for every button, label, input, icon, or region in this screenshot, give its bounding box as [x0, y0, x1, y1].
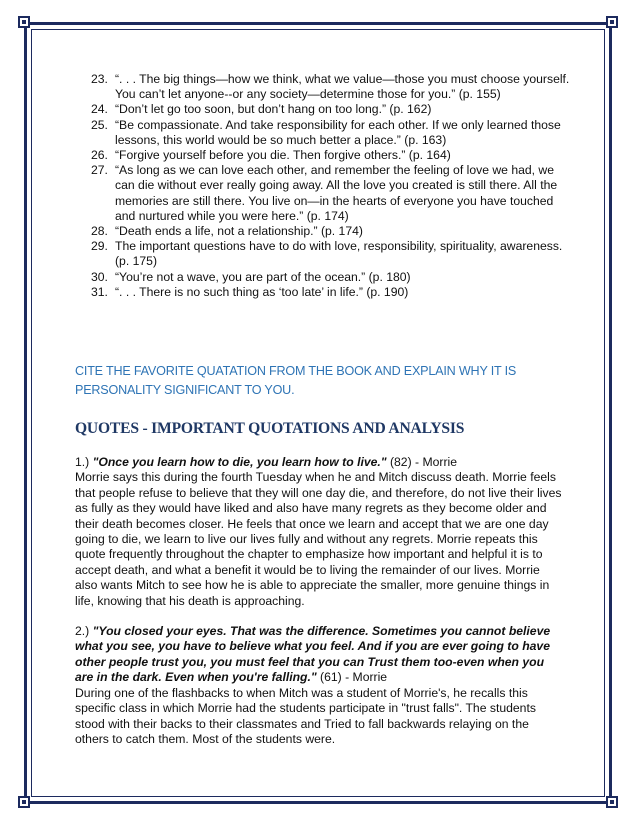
list-item: 23. “. . . The big things—how we think, what we value—those you must choose yourself. You can’t let anyone--or any society—determine those for you.” (p. 155) [91, 72, 570, 102]
quote-text: “As long as we can love each other, and remember the feeling of love we had, we can die without ever really going away. All the love you created is still there. All the memories are still there. You live on—in the hearts of everyone you have touched and nurtured while you were here.” (p. 174) [115, 163, 558, 223]
list-item: 26. “Forgive yourself before you die. Then forgive others.” (p. 164) [91, 148, 451, 163]
analysis-item [75, 624, 565, 747]
analysis-body: Morrie says this during the fourth Tuesday when he and Mitch discuss death. Morrie feels that people refuse to believe that they will one day die, and therefore, do not live their lives as fully as they would have liked and also have many regrets as they become older and their death becomes closer. He feels that once we learn and accept that we are one day going to die, we learn to live our lives fully and without any regrets. Morrie repeats this quote frequently throughout the chapter to emphasize how important and helpful it is to accept death, and what a benefit it would be to living the remainder of our lives. Morrie also wants Mitch to see how he is able to appreciate the smaller, more genuine things in life, knowing that his death is approaching. [75, 470, 562, 608]
section-heading: QUOTES - IMPORTANT QUOTATIONS AND ANALYSIS [75, 420, 465, 437]
list-item: 24. “Don’t let go too soon, but don’t hang on too long.” (p. 162) [91, 102, 432, 117]
list-item: 31. “. . . There is no such thing as ‘too late’ in life.” (p. 190) [91, 284, 409, 299]
corner-ornament-bottom-right [606, 796, 618, 808]
quote-text: “Don’t let go too soon, but don’t hang on too long.” (p. 162) [115, 102, 432, 117]
list-item: 28. “Death ends a life, not a relationship.” (p. 174) [91, 224, 363, 239]
list-item: 30. “You’re not a wave, you are part of the ocean.” (p. 180) [91, 269, 411, 284]
quote-text: “Be compassionate. And take responsibility for each other. If we only learned those lessons, this world would be so much better a place.” (p. 163) [115, 117, 561, 147]
assignment-prompt: CITE THE FAVORITE QUATATION FROM THE BOOK AND EXPLAIN WHY IT IS PERSONALITY SIGNIFICANT TO YOU. [75, 364, 517, 397]
analysis-citation: (61) - Morrie [316, 670, 388, 685]
quote-text: “You’re not a wave, you are part of the ocean.” (p. 180) [115, 269, 411, 284]
analysis-quote: "Once you learn how to die, you learn how to live." [92, 455, 387, 469]
corner-ornament-bottom-left [18, 796, 30, 808]
analysis-quote: "You closed your eyes. That was the difference. Sometimes you cannot believe what you see, you have to believe what you feel. And if you are ever going to have other people trust you, you must feel that you can Trust them too-even when you are in the dark. Even when you're falling." [75, 624, 551, 685]
list-item: 25. “Be compassionate. And take responsibility for each other. If we only learned those lessons, this world would be so much better a place.” (p. 163) [91, 117, 561, 147]
analysis-number: 1.) [75, 455, 93, 469]
analysis-item [75, 455, 565, 609]
quote-text: “. . . The big things—how we think, what we value—those you must choose yourself. You can’t let anyone--or any society—determine those for you.” (p. 155) [115, 72, 570, 102]
analysis-section [75, 455, 565, 762]
analysis-body: During one of the flashbacks to when Mitch was a student of Morrie's, he recalls this specific class in which Morrie had the students participate in "trust falls". The students stood with their backs to their classmates and Tried to fall backwards relaying on the others to catch them. Most of the students were. [75, 685, 536, 746]
analysis-number: 2.) [75, 624, 93, 639]
quote-text: “. . . There is no such thing as ‘too late’ in life.” (p. 190) [115, 284, 409, 299]
corner-ornament-top-right [606, 16, 618, 28]
quote-text: The important questions have to do with love, responsibility, spirituality, awareness. (p. 175) [115, 239, 563, 269]
list-item: 27. “As long as we can love each other, and remember the feeling of love we had, we can die without ever really going away. All the love you created is still there. All the memories are still there. You live on—in the hearts of everyone you have touched and nurtured while you were here.” (p. 174) [91, 163, 558, 223]
list-item: 29. The important questions have to do with love, responsibility, spirituality, awareness. (p. 175) [91, 239, 563, 269]
corner-ornament-top-left [18, 16, 30, 28]
quote-text: “Death ends a life, not a relationship.” (p. 174) [115, 224, 363, 239]
quote-text: “Forgive yourself before you die. Then forgive others.” (p. 164) [115, 148, 451, 163]
analysis-citation: (82) - Morrie [386, 455, 457, 469]
quote-list [91, 72, 571, 300]
